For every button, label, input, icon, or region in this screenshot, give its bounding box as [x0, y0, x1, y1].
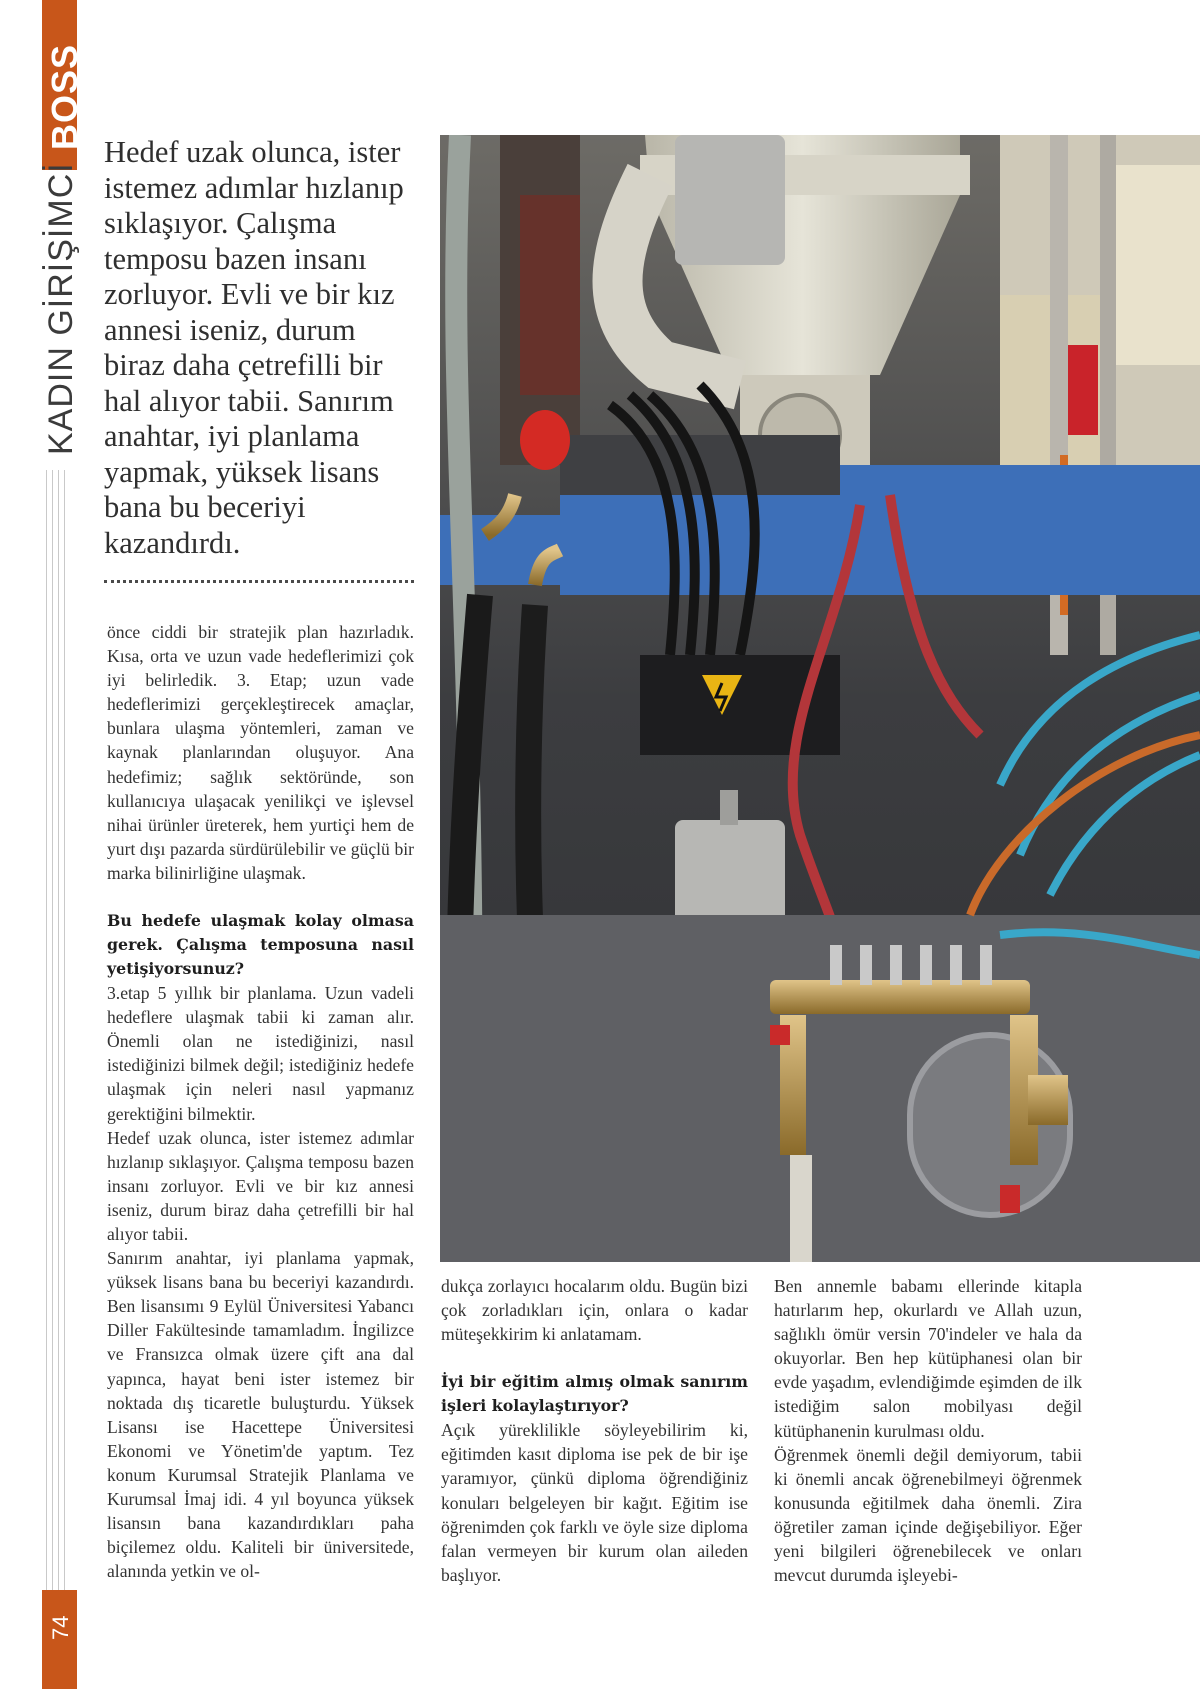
dotted-divider	[104, 580, 414, 583]
paragraph: önce ciddi bir stratejik plan hazırladık. Kısa, orta ve uzun vade hedeflerimizi çok iyi belirledik. 3. Etap; uzun vade hedeflerimizi gerçekleştirecek amaçlar, bunlara ulaşma yöntemleri, zaman ve kaynak planlarından oluşuyor. Ana hedefimiz; sağlık sektöründe, son kullanıcıya ulaşacak yenilikçi ve işlevsel nihai ürünler üreterek, hem yurtiçi hem de yurt dışı pazarda sürdürülebilir ve güçlü bir marka bilinirliğine ulaşmak.	[107, 622, 414, 883]
paragraph: dukça zorlayıcı hocalarım oldu. Bugün bizi çok zorladıkları için, onlara o kadar müteşekkirim ki anlatamam.	[441, 1276, 748, 1345]
divider-line	[52, 470, 53, 1590]
page-number: 74	[48, 1615, 73, 1640]
paragraph: 3.etap 5 yıllık bir planlama. Uzun vadeli hedeflere ulaşmak tabii ki zaman alır. Önemli olan ne istediğinizi, nasıl istediğinizi bilmek değil; istediğiniz hedefe ulaşmak için neleri nasıl yapmanız gerektiğini bilmektir.	[107, 983, 414, 1124]
article-column-1	[107, 620, 414, 1583]
question-heading: İyi bir eğitim almış olmak sanırım işleri kolaylaştırıyor?	[441, 1372, 748, 1416]
divider-line	[64, 470, 65, 1590]
paragraph: Ben annemle babamı ellerinde kitapla hatırlarım hep, okurlardı ve Allah uzun, sağlıklı ömür versin 70'indeler ve hala da okuyorlar. Ben hep kütüphanesi olan bir evde yaşadım, evlendiğimde eşimden de ilk istediğim salon mobilyası değil kütüphanenin kurulması oldu.	[774, 1276, 1082, 1441]
section-title: KADIN GİRİŞİMCİ	[42, 162, 80, 455]
machine-illustration	[440, 135, 1200, 1262]
brand-logo: BOSS	[44, 43, 85, 150]
paragraph: Açık yüreklilikle söyleyebilirim ki, eğitimden kasıt diploma ise pek de bir işe yaramıyor, çünkü diploma öğrendiğiniz konuları belgeleyen bir kağıt. Eğitim ise öğrenimden çok farklı ve öyle size diploma falan vermeyen bir kurum olan aileden başlıyor.	[441, 1420, 748, 1585]
paragraph: Hedef uzak olunca, ister istemez adımlar hızlanıp sıklaşıyor. Çalışma temposu bazen insanı zorluyor. Evli ve bir kız annesi iseniz, durum biraz daha çetrefilli bir hal alıyor tabii.	[107, 1127, 414, 1244]
machine-photo	[440, 135, 1200, 1262]
divider-line	[46, 470, 47, 1590]
paragraph: Sanırım anahtar, iyi planlama yapmak, yüksek lisans bana bu beceriyi kazandırdı. Ben lisansımı 9 Eylül Üniversitesi Yabancı Diller Fakültesinde tamamladım. İngilizce ve Fransızca olmak üzere çift ana dal yapınca, hayat beni ister istemez bir noktada dış ticaretle buluşturdu. Yüksek Lisansı ise Hacettepe Üniversitesi Ekonomi ve Yönetim'de yaptım. Tez konum Kurumsal Stratejik Planlama ve Kurumsal İmaj idi. 4 yıl boyunca yüksek lisansın bana kazandırdıkları paha biçilemez oldu. Kaliteli bir üniversitede, alanında yetkin ve ol-	[107, 1248, 414, 1582]
divider-line	[58, 470, 59, 1590]
question-heading: Bu hedefe ulaşmak kolay olmasa gerek. Çalışma temposuna nasıl yetişiyorsunuz?	[107, 911, 414, 979]
article-column-3	[774, 1274, 1082, 1587]
pull-quote: Hedef uzak olunca, ister istemez adımlar hızlanıp sıklaşıyor. Çalışma temposu bazen insanı zorluyor. Evli ve bir kız annesi iseniz, durum biraz daha çetrefilli bir hal alıyor tabii. Sanırım anahtar, iyi planlama yapmak, yüksek lisans bana bu beceriyi kazandırdı.	[104, 135, 404, 560]
paragraph: Öğrenmek önemli değil demiyorum, tabii ki önemli ancak öğrenebilmeyi öğrenmek konusunda eğitilmek daha önemli. Zira öğretiler zaman içinde değişebiliyor. Eğer yeni bilgileri öğrenebilecek ve onları mevcut durumda işleyebi-	[774, 1444, 1082, 1586]
article-column-2	[441, 1274, 748, 1587]
